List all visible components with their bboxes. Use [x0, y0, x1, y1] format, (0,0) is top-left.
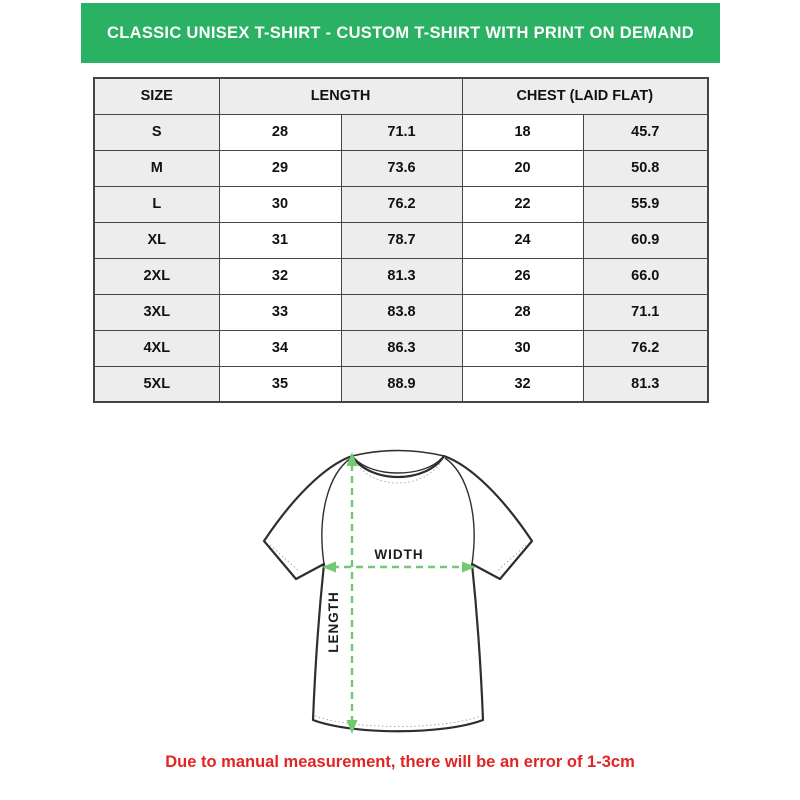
size-cell: 3XL [94, 294, 219, 330]
length-cm-cell: 73.6 [341, 150, 462, 186]
table-row [94, 114, 708, 150]
column-header-length: LENGTH [219, 78, 462, 114]
table-row [94, 294, 708, 330]
length-cm-cell: 83.8 [341, 294, 462, 330]
chest-cm-cell: 50.8 [583, 150, 708, 186]
length-in-cell: 30 [219, 186, 341, 222]
chest-in-cell: 22 [462, 186, 583, 222]
length-cm-cell: 76.2 [341, 186, 462, 222]
length-in-cell: 31 [219, 222, 341, 258]
tshirt-outline [264, 456, 532, 731]
chest-in-cell: 32 [462, 366, 583, 402]
table-row [94, 330, 708, 366]
table-row [94, 150, 708, 186]
chest-in-cell: 28 [462, 294, 583, 330]
length-cm-cell: 86.3 [341, 330, 462, 366]
size-table [93, 77, 709, 403]
measurement-note: Due to manual measurement, there will be an error of 1-3cm [165, 753, 635, 771]
size-cell: 5XL [94, 366, 219, 402]
size-cell: L [94, 186, 219, 222]
length-label: LENGTH [326, 591, 341, 653]
length-in-cell: 34 [219, 330, 341, 366]
title-banner [81, 3, 720, 63]
size-cell: 4XL [94, 330, 219, 366]
size-cell: M [94, 150, 219, 186]
chest-in-cell: 20 [462, 150, 583, 186]
chest-in-cell: 18 [462, 114, 583, 150]
chest-cm-cell: 81.3 [583, 366, 708, 402]
length-in-cell: 32 [219, 258, 341, 294]
table-row [94, 366, 708, 402]
table-row [94, 258, 708, 294]
size-cell: S [94, 114, 219, 150]
column-header-size: SIZE [94, 78, 219, 114]
chest-cm-cell: 45.7 [583, 114, 708, 150]
collar-back-arc [352, 451, 444, 457]
chest-in-cell: 26 [462, 258, 583, 294]
length-in-cell: 29 [219, 150, 341, 186]
size-cell: XL [94, 222, 219, 258]
length-cm-cell: 78.7 [341, 222, 462, 258]
chest-cm-cell: 71.1 [583, 294, 708, 330]
table-row [94, 222, 708, 258]
length-cm-cell: 81.3 [341, 258, 462, 294]
chest-in-cell: 24 [462, 222, 583, 258]
length-in-cell: 28 [219, 114, 341, 150]
length-in-cell: 33 [219, 294, 341, 330]
chest-cm-cell: 60.9 [583, 222, 708, 258]
length-cm-cell: 71.1 [341, 114, 462, 150]
chest-cm-cell: 66.0 [583, 258, 708, 294]
table-header-row [94, 78, 708, 114]
width-label: WIDTH [374, 547, 424, 562]
chest-in-cell: 30 [462, 330, 583, 366]
tshirt-diagram-svg [258, 444, 542, 740]
table-row [94, 186, 708, 222]
chest-cm-cell: 76.2 [583, 330, 708, 366]
column-header-chest: CHEST (LAID FLAT) [462, 78, 708, 114]
length-in-cell: 35 [219, 366, 341, 402]
tshirt-measurement-diagram [258, 444, 542, 740]
size-cell: 2XL [94, 258, 219, 294]
page-title: CLASSIC UNISEX T-SHIRT - CUSTOM T-SHIRT WITH PRINT ON DEMAND [107, 23, 694, 42]
chest-cm-cell: 55.9 [583, 186, 708, 222]
length-cm-cell: 88.9 [341, 366, 462, 402]
